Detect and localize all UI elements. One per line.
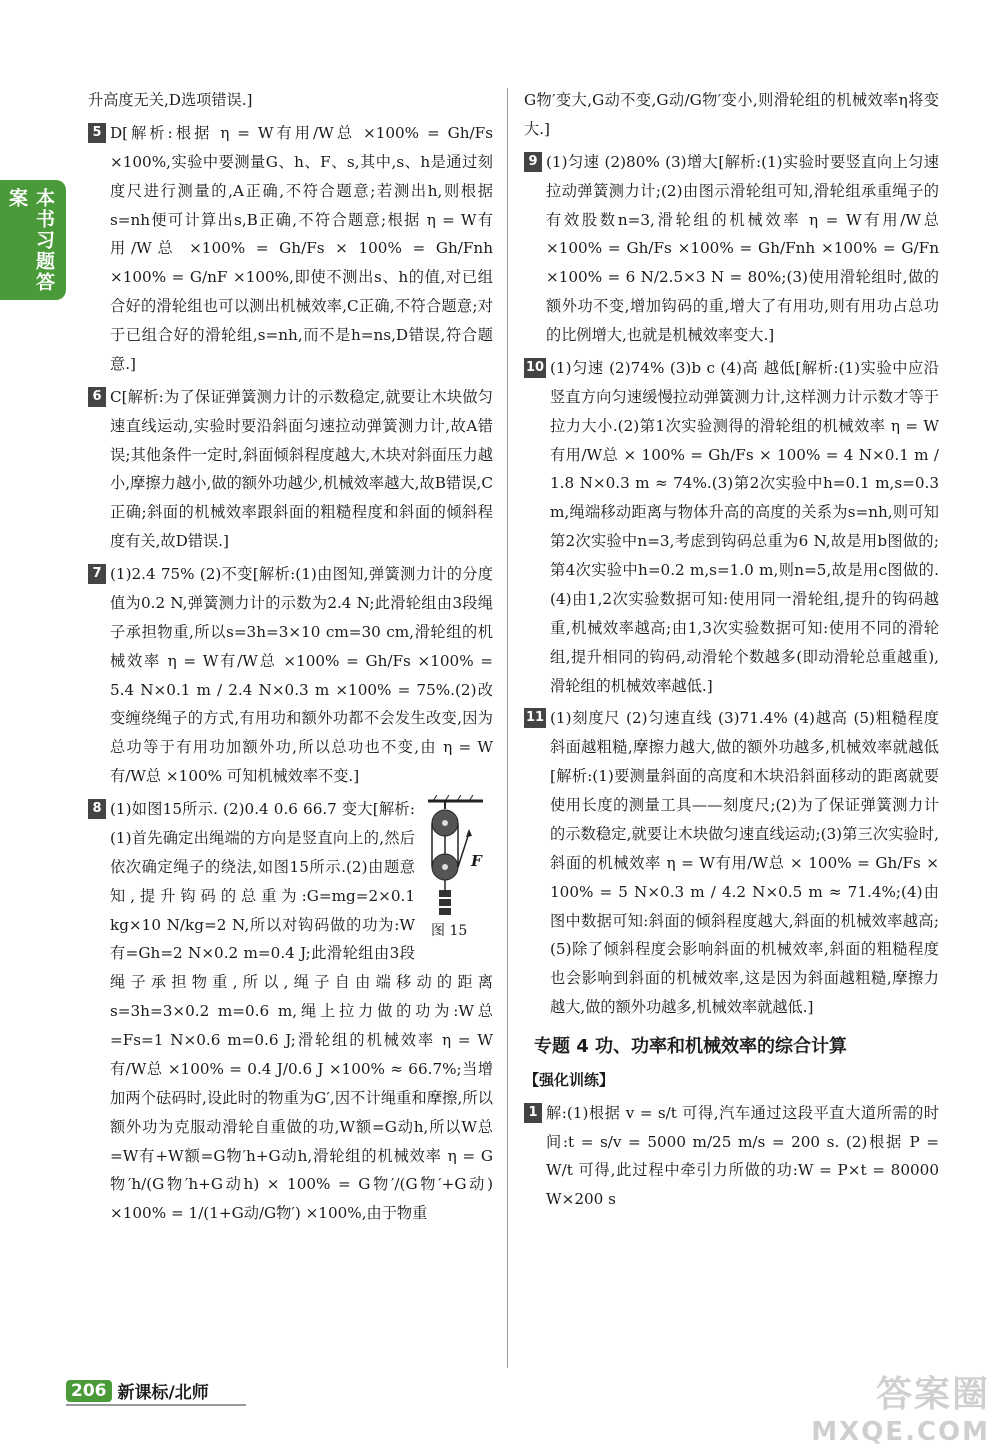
pulley-diagram-icon — [423, 795, 493, 925]
answer-7 — [88, 560, 493, 791]
answer-number: 9 — [524, 152, 542, 172]
watermark-logo — [811, 1366, 990, 1447]
answer-10 — [524, 354, 939, 701]
left-column — [88, 86, 493, 1232]
answer-text: D[解析:根据 η = W有用/W总 ×100% = Gh/Fs ×100%,实验中要测量G、h、F、s,其中,s、h是通过刻度尺进行测量的,A正确,不符合题意;若测出h,则根据s=nh便可计算出s,B正确,不符合题意;根据 η = W有用/W总 ×100% = Gh/Fs × 100% = Gh/Fnh ×100% = G/nF ×100%,即使不测出s、h的值,对已组合好的滑轮组也可以测出机械效率,C正确,不符合题意;对于已组合好的滑轮组,s=nh,而不是h=ns,D错误,符合题意.] — [110, 123, 493, 373]
force-label: F — [471, 852, 482, 870]
answer-text: C[解析:为了保证弹簧测力计的示数稳定,就要让木块做匀速直线运动,实验时要沿斜面匀速拉动弹簧测力计,故A错误;其他条件一定时,斜面倾斜程度越大,木块对斜面压力越小,摩擦力越小,做的额外功越少,机械效率越大,故B错误,C正确;斜面的机械效率跟斜面的粗糙程度和斜面的倾斜程度有关,故D错误.] — [110, 387, 493, 551]
answer-text: (1)如图15所示. (2)0.4 0.6 66.7 变大[解析:(1)首先确定出绳端的方向是竖直向上的,然后依次确定绳子的绕法,如图15所示.(2)由题意知,提升钩码的总重为:G=mg=2×0.1 kg×10 N/kg=2 N,所以对钩码做的功为:W有=Gh=2 N×0.2 m=0.4 J;此滑轮组由3段绳子承担物重,所以,绳子自由端移动的距离 s=3h=3×0.2 m=0.6 m,绳上拉力做的功为:W总=Fs=1 N×0.6 m=0.6 J;滑轮组的机械效率 η = W有/W总 ×100% = 0.4 J/0.6 J ×100% ≈ 66.7%;当增加两个砝码时,设此时的物重为G′,因不计绳重和摩擦,所以额外功为克服动滑轮自重做的功,W额=G动h,所以W总=W有+W额=G物′h+G动h,滑轮组的机械效率 η = G物′h/(G物′h+G动h) × 100% = G物′/(G物′+G动) ×100% = 1/(1+G动/G物′) ×100%,由于物重 — [110, 800, 493, 1223]
answer-text: (1)刻度尺 (2)匀速直线 (3)71.4% (4)越高 (5)粗糙程度 斜面越粗糙,摩擦力越大,做的额外功越多,机械效率就越低[解析:(1)要测量斜面的高度和木块沿斜面移动的距离就要使用长度的测量工具——刻度尺;(2)为了保证弹簧测力计的示数稳定,就要让木块做匀速直线运动;(3)第三次实验时,斜面的机械效率 η = W有用/W总 × 100% = Gh/Fs × 100% = 5 N×0.3 m / 4.2 N×0.5 m ≈ 71.4%;(4)由图中数据可知:斜面的倾斜程度越大,斜面的机械效率越高;(5)除了倾斜程度会影响斜面的机械效率,斜面的粗糙程度也会影响到斜面的机械效率,这是因为斜面越粗糙,摩擦力越大,做的额外功越多,机械效率就越低.] — [550, 709, 939, 1017]
right-column — [524, 86, 939, 1218]
answer-text: (1)匀速 (2)74% (3)b c (4)高 越低[解析:(1)实验中应沿竖直方向匀速缓慢拉动弹簧测力计,这样测力计示数才等于拉力大小.(2)第1次实验测得的滑轮组的机械效率 η = W有用/W总 × 100% = Gh/Fs × 100% = 4 N×0.1 m / 1.8 N×0.3 m ≈ 74%.(3)第2次实验中h=0.1 m,s=0.3 m,绳端移动距离与物体升高的高度的关系为s=nh,则可知第2次实验中n=3,考虑到钩码总重为6 N,故是用b图做的;第4次实验中h=0.2 m,s=1.0 m,则n=5,故是用c图做的.(4)由1,2次实验数据可知:使用同一滑轮组,提升的钩码越重,机械效率越高;由1,3次实验数据可知:使用不同的滑轮组,提升相同的钩码,动滑轮个数越多(即动滑轮总重越重),滑轮组的机械效率越低.] — [550, 358, 939, 695]
answer-number: 8 — [88, 799, 106, 819]
left-intro: 升高度无关,D选项错误.] — [88, 91, 253, 109]
column-divider — [507, 88, 508, 1368]
watermark-line2: MXQE.COM — [811, 1417, 990, 1447]
answer-number: 11 — [524, 708, 546, 728]
exercise-1 — [524, 1099, 939, 1215]
side-tab — [0, 180, 66, 300]
figure-caption: 图 15 — [431, 923, 468, 940]
answer-8 — [88, 795, 493, 1228]
answer-5 — [88, 119, 493, 379]
answer-6 — [88, 383, 493, 556]
answer-text: (1)2.4 75% (2)不变[解析:(1)由图知,弹簧测力计的分度值为0.2 N,弹簧测力计的示数为2.4 N;此滑轮组由3段绳子承担物重,所以s=3h=3×10 cm=30 cm,滑轮组的机械效率 η = W有/W总 ×100% = Gh/Fs ×100% = 5.4 N×0.1 m / 2.4 N×0.3 m ×100% = 75%.(2)改变缠绕绳子的方式,有用功和额外功都不会发生改变,因为总功等于有用功加额外功,所以总功也不变,由 η = W有/W总 ×100% 可知机械效率不变.] — [110, 565, 493, 786]
answer-number: 10 — [524, 358, 546, 378]
pulley-figure — [423, 795, 493, 945]
answer-9 — [524, 148, 939, 350]
right-intro: G物′变大,G动不变,G动/G物′变小,则滑轮组的机械效率η将变大.] — [524, 91, 939, 138]
answer-text: 解:(1)根据 v = s/t 可得,汽车通过这段平直大道所需的时间:t = s/v = 5000 m/25 m/s = 200 s. (2)根据 P = W/t 可得,此过程中牵引力所做的功:W = P×t = 80000 W×200 s — [546, 1103, 939, 1209]
watermark-line1: 答案圈 — [875, 1374, 990, 1415]
answer-11 — [524, 704, 939, 1022]
answer-text: (1)匀速 (2)80% (3)增大[解析:(1)实验时要竖直向上匀速拉动弹簧测力计;(2)由图示滑轮组可知,滑轮组承重绳子的有效股数n=3,滑轮组的机械效率 η = W有用/W总 ×100% = Gh/Fs ×100% = Gh/Fnh ×100% = G/Fn ×100% = 6 N/2.5×3 N = 80%;(3)使用滑轮组时,做的额外功不变,增加钩码的重,增大了有用功,则有用功占总功的比例增大,也就是机械效率变大.] — [546, 152, 939, 344]
footer-rule — [66, 1404, 246, 1406]
section-title: 专题 4 功、功率和机械效率的综合计算 — [534, 1036, 848, 1057]
section-subtitle: 【强化训练】 — [524, 1071, 615, 1090]
answer-number: 7 — [88, 564, 106, 584]
page-number: 206 — [66, 1380, 112, 1402]
answer-number: 5 — [88, 123, 106, 143]
side-tab-label: 本书习题答案 — [6, 188, 55, 293]
page-footer — [66, 1378, 209, 1403]
answer-number: 1 — [524, 1103, 542, 1123]
series-label: 新课标/北师 — [117, 1383, 209, 1403]
answer-number: 6 — [88, 387, 106, 407]
